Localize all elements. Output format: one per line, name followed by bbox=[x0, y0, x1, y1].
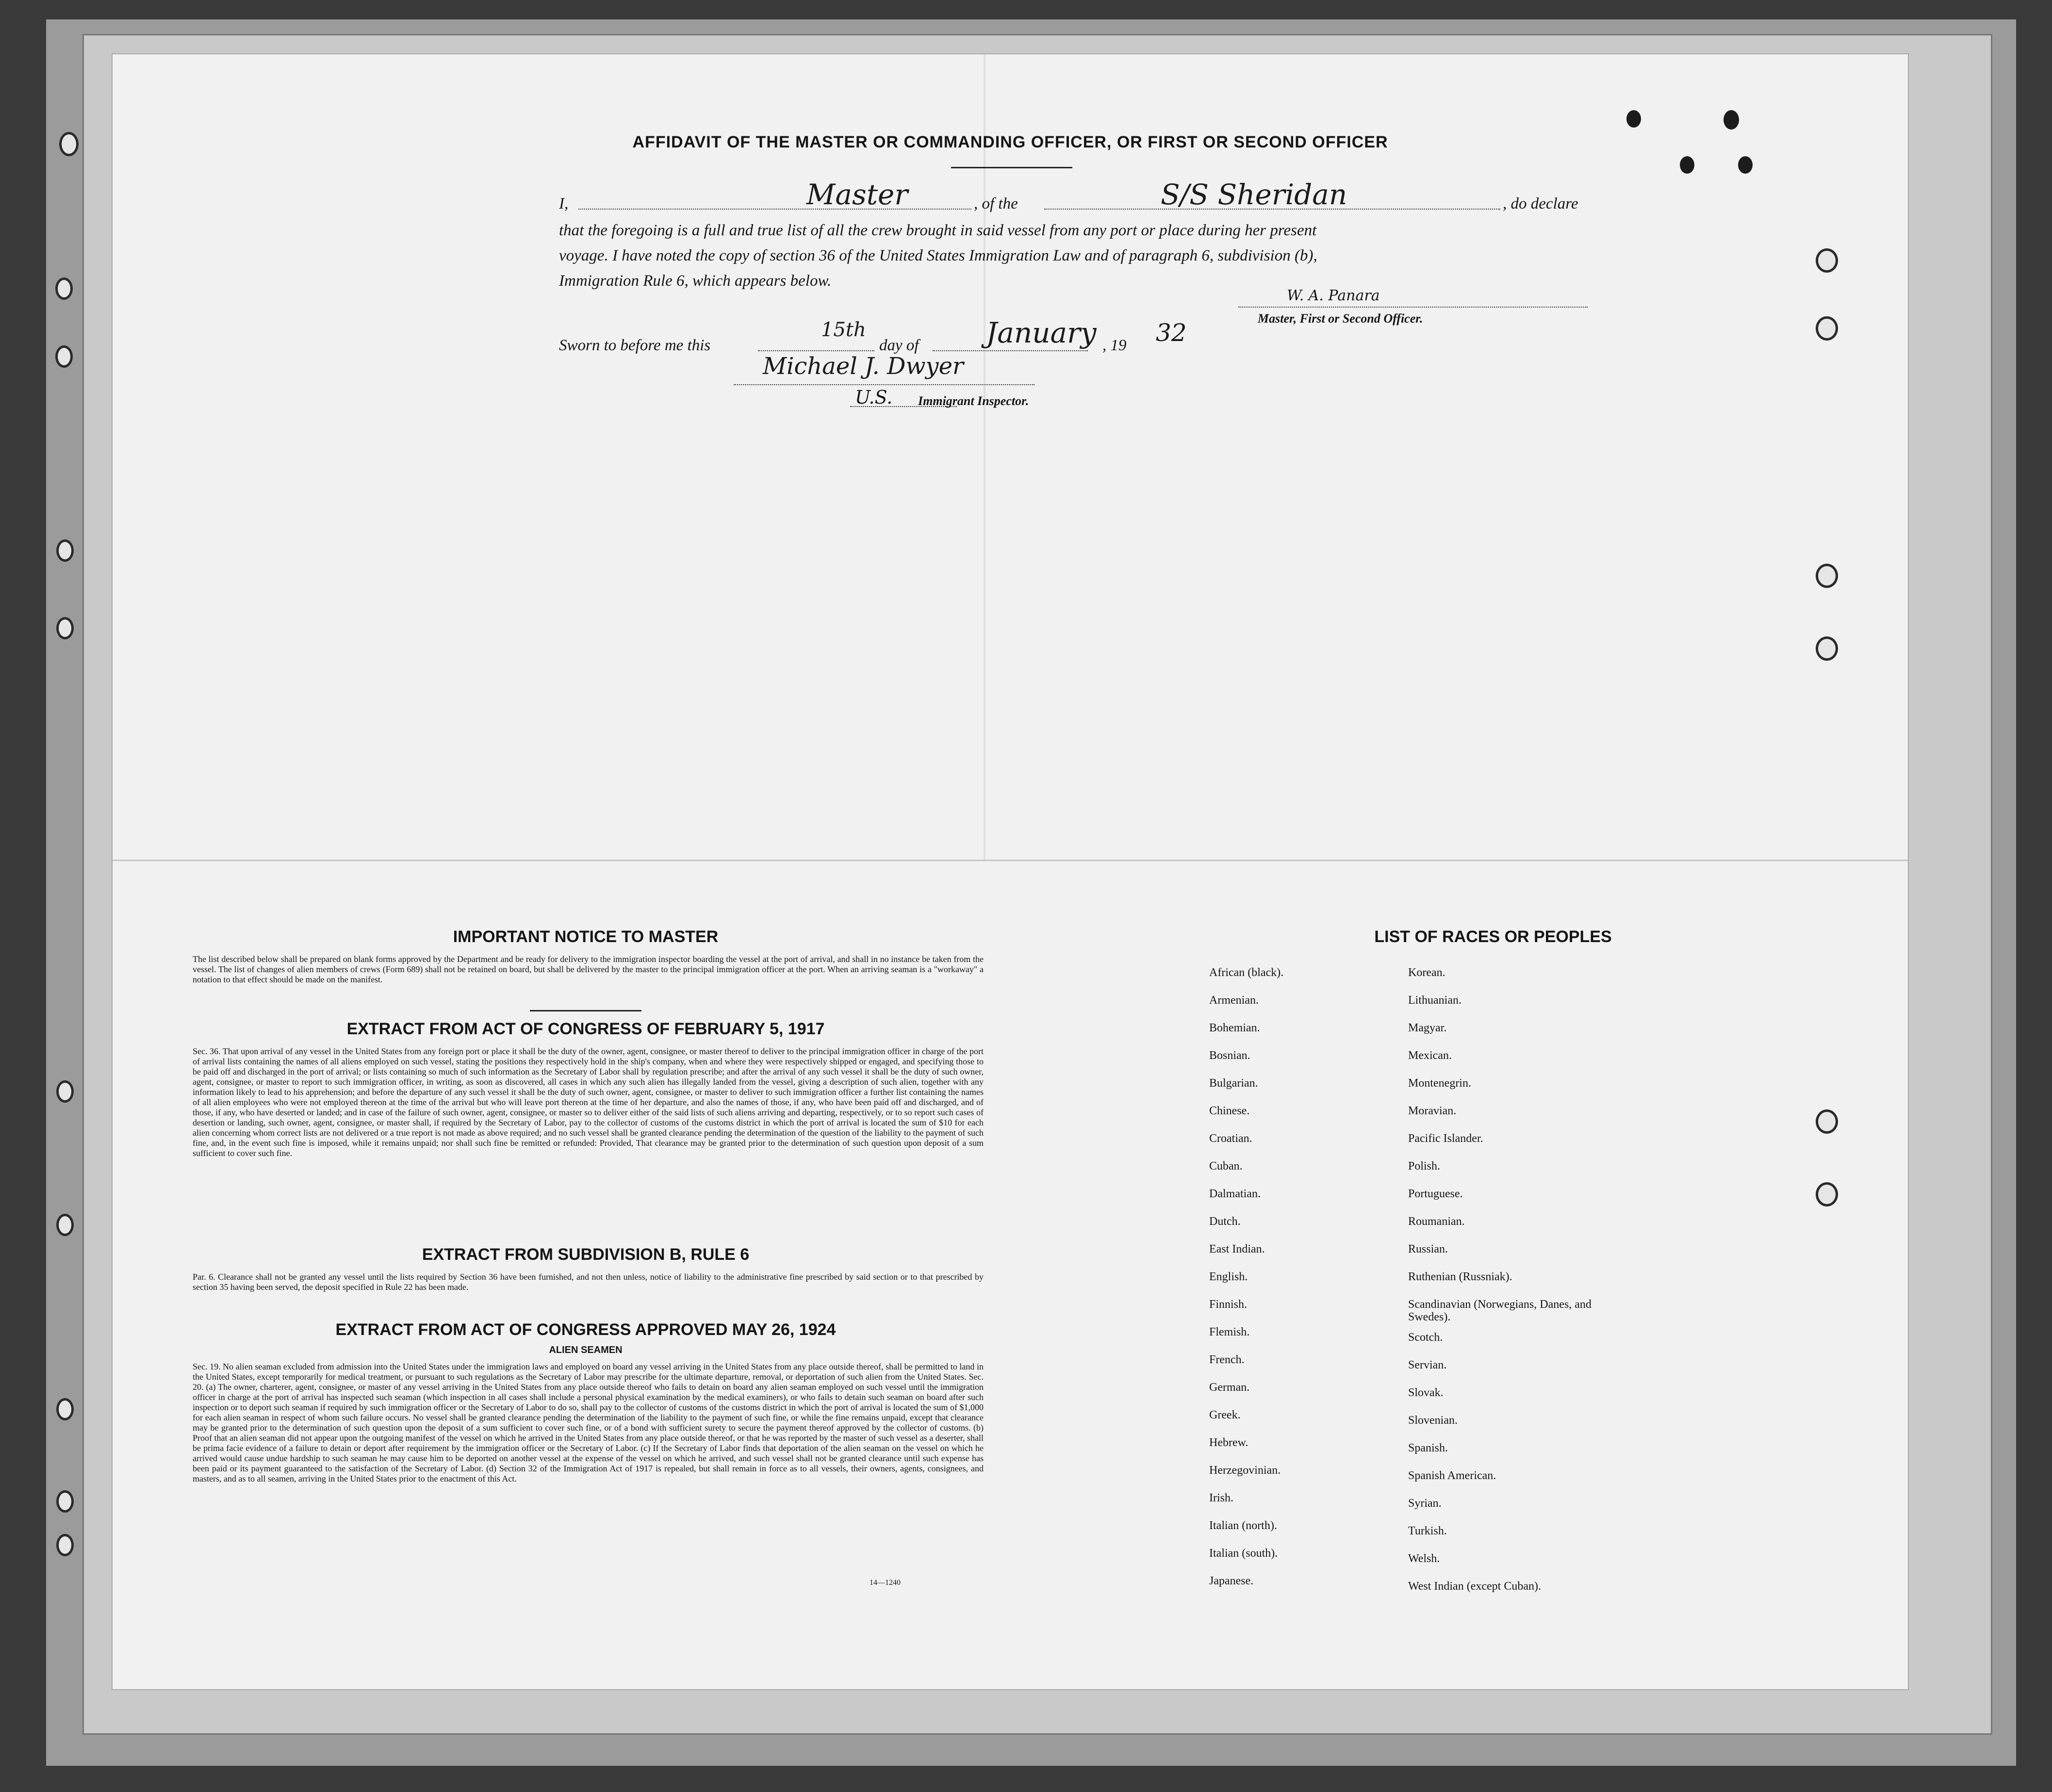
binder-hole-icon bbox=[56, 1490, 74, 1513]
sworn-month-blank bbox=[933, 350, 1088, 351]
extract-1924-title: EXTRACT FROM ACT OF CONGRESS APPROVED MAY 26, 1924 bbox=[335, 1320, 836, 1339]
manifest-page bbox=[112, 53, 1909, 1690]
sworn-mid: day of bbox=[879, 337, 919, 354]
race-item: Cuban. bbox=[1209, 1160, 1243, 1173]
inspector-signature-line bbox=[734, 384, 1034, 385]
race-item: Flemish. bbox=[1209, 1326, 1250, 1338]
officer-label: Master, First or Second Officer. bbox=[1258, 311, 1423, 326]
binder-hole-icon bbox=[1816, 1109, 1838, 1134]
title-rule bbox=[951, 167, 1072, 168]
race-item: Welsh. bbox=[1408, 1552, 1440, 1565]
declaration-prefix: I, bbox=[559, 195, 569, 212]
sworn-prefix: Sworn to before me this bbox=[559, 337, 711, 354]
binder-hole-icon bbox=[1816, 1182, 1838, 1206]
notice-title: IMPORTANT NOTICE TO MASTER bbox=[453, 928, 719, 946]
race-item: Pacific Islander. bbox=[1408, 1132, 1483, 1145]
race-item: Magyar. bbox=[1408, 1022, 1447, 1034]
race-item: Herzegovinian. bbox=[1209, 1464, 1281, 1477]
race-item: German. bbox=[1209, 1381, 1250, 1394]
race-item: Italian (south). bbox=[1209, 1547, 1278, 1560]
binder-hole-icon bbox=[56, 1534, 74, 1556]
declaration-suffix: , do declare bbox=[1503, 195, 1578, 212]
race-item: Lithuanian. bbox=[1408, 994, 1461, 1007]
sworn-day-handwritten: 15th bbox=[821, 319, 866, 341]
declaration-line-3: voyage. I have noted the copy of section 36 of the United States Immigration Law and of paragraph 6, subdivision (b), bbox=[559, 247, 1317, 264]
extract-1924-body: Sec. 19. No alien seaman excluded from admission into the United States under the immigration laws and employed on board any vessel arriving in the United States from any place outside thereof, shall be permitted to land in the United States, except temporarily for medical treatment, or pursuant to such regulations as the Secretary of Labor may prescribe for the ultimate departure, removal, or deportation of such alien from the United States. Sec. 20. (a) The owner, charterer, agent, consignee, or master of any vessel arriving in the United States from any place outside thereof who fails to detain on board any alien seaman employed on such vessel until the immigration officer in charge at the port of arrival has inspected such seaman (which inspection in all cases shall include a personal physical examination by the medical examiners), or who fails to detain such seaman on board after such inspection or to deport such seaman if required by such immigration officer or the Secretary of Labor to do so, shall pay to the collector of customs of the customs district in which the port of arrival is located the sum of $1,000 for each alien seaman in respect of whom such failure occurs. No vessel shall be granted clearance pending the determination of the liability to the payment of such fine, or while the fine remains unpaid, except that clearance may be granted prior to the determination of such question upon the deposit of a sum sufficient to cover such fine, or of a bond with sufficient surety to secure the payment thereof approved by the collector of customs. (b) Proof that an alien seaman did not appear upon the outgoing manifest of the vessel on which he arrived in the United States from any place outside thereof, or that he was reported by the master of such vessel as a deserter, shall be prima facie evidence of a failure to detain or deport after requirement by the immigration officer or the Secretary of Labor. (c) If the Secretary of Labor finds that deportation of the alien seaman on the vessel on which he arrived would cause undue hardship to such seaman he may cause him to be deported on another vessel at the expense of the vessel on which he arrived, and such vessel shall not be granted clearance until such expense has been paid or its payment guaranteed to the satisfaction of the Secretary of Labor. (d) Section 32 of the Immigration Act of 1917 is repealed, but shall remain in force as to all vessels, their owners, agents, consignees, and masters, and as to all seamen, arriving in the United States prior to the enactment of this Act. bbox=[193, 1362, 984, 1483]
race-item: Greek. bbox=[1209, 1409, 1241, 1421]
sworn-month-handwritten: January bbox=[986, 316, 1097, 349]
race-item: Korean. bbox=[1408, 966, 1445, 979]
race-item: Bulgarian. bbox=[1209, 1077, 1258, 1090]
race-item: Polish. bbox=[1408, 1160, 1441, 1173]
race-item: Hebrew. bbox=[1209, 1436, 1248, 1449]
binder-hole-icon bbox=[56, 617, 74, 639]
extract-1917-body: Sec. 36. That upon arrival of any vessel in the United States from any foreign port or place it shall be the duty of the owner, agent, consignee, or master thereof to deliver to the principal immigration officer in charge of the port of arrival lists containing the names of all aliens employed on such vessel, stating the positions they respectively hold in the ship's company, when and where they were respectively shipped or engaged, and specifying those to be paid off and discharged in the port of arrival; or lists containing so much of such information as the Secretary of Labor shall by regulation prescribe; and after the arrival of any such vessel it shall be the duty of such owner, agent, consignee, or master to report to such immigration officer, in writing, as soon as discovered, all cases in which any such alien has illegally landed from the vessel, giving a description of such alien, together with any information likely to lead to his apprehension; and before the departure of any such vessel it shall be the duty of such owner, agent, consignee, or master to deliver to such immigration officer a further list containing the names of all alien employees who were not employed thereon at the time of the arrival but who will leave port thereon at the time of her departure, and also the names of those, if any, who have been paid off and discharged, and of those, if any, who have deserted or landed; and in case of the failure of such owner, agent, consignee, or master so to deliver either of the said lists of such aliens arriving and departing, respectively, or to so report such cases of desertion or landing, such owner, agent, consignee, or master shall, if required by the Secretary of Labor, pay to the collector of customs of the customs district in which the port of arrival is located the sum of $10 for each alien concerning whom correct lists are not delivered or a true report is not made as above required; and no such vessel shall be granted clearance pending the determination of the question of the liability to the payment of such fine, and, in the event such fine is imposed, while it remains unpaid; nor shall such fine be remitted or refunded: Provided, That clearance may be granted prior to the determination of such question upon deposit of a sum sufficient to cover such fine. bbox=[193, 1046, 984, 1158]
race-item: English. bbox=[1209, 1271, 1248, 1283]
race-item: French. bbox=[1209, 1353, 1245, 1366]
binder-hole-icon bbox=[56, 1214, 74, 1236]
form-number: 14—1240 bbox=[870, 1579, 901, 1587]
declaration-line-4: Immigration Rule 6, which appears below. bbox=[559, 272, 832, 290]
affidavit-title: AFFIDAVIT OF THE MASTER OR COMMANDING OFFICER, OR FIRST OR SECOND OFFICER bbox=[632, 133, 1388, 151]
master-name-blank bbox=[578, 209, 971, 210]
race-item: Roumanian. bbox=[1408, 1215, 1465, 1228]
punch-hole-icon bbox=[1724, 110, 1739, 130]
race-item: Slovak. bbox=[1408, 1386, 1444, 1399]
race-item: Montenegrin. bbox=[1408, 1077, 1471, 1090]
punch-hole-icon bbox=[1626, 110, 1641, 128]
binder-hole-icon bbox=[1816, 636, 1838, 661]
race-item: Syrian. bbox=[1408, 1497, 1442, 1510]
inspector-initials: U.S. bbox=[855, 387, 893, 408]
race-item: Bohemian. bbox=[1209, 1022, 1260, 1034]
fold-crease-vertical bbox=[984, 54, 985, 860]
declaration-mid: , of the bbox=[974, 195, 1018, 212]
sworn-year-prefix: , 19 bbox=[1102, 337, 1127, 354]
race-item: Chinese. bbox=[1209, 1105, 1250, 1117]
sworn-year-handwritten: 32 bbox=[1156, 319, 1187, 347]
race-item: Finnish. bbox=[1209, 1298, 1248, 1311]
race-item: Spanish. bbox=[1408, 1442, 1448, 1454]
subdivision-body: Par. 6. Clearance shall not be granted any vessel until the lists required by Section 36 have been furnished, and not then unless, notice of liability to the administrative fine prescribed by said section or to that prescribed by section 35 having been served, the deposit specified in Rule 22 has been made. bbox=[193, 1272, 984, 1292]
race-item: Bosnian. bbox=[1209, 1049, 1250, 1062]
race-item: Russian. bbox=[1408, 1243, 1448, 1255]
punch-hole-icon bbox=[1738, 156, 1753, 174]
binder-hole-icon bbox=[59, 132, 79, 156]
race-item: Portuguese. bbox=[1408, 1188, 1463, 1200]
race-item: Mexican. bbox=[1408, 1049, 1452, 1062]
officer-signature-line bbox=[1238, 307, 1588, 308]
race-item: West Indian (except Cuban). bbox=[1408, 1580, 1541, 1593]
subdivision-title: EXTRACT FROM SUBDIVISION B, RULE 6 bbox=[422, 1245, 750, 1264]
binder-hole-icon bbox=[56, 1398, 74, 1420]
race-item: Dalmatian. bbox=[1209, 1188, 1261, 1200]
officer-signature: W. A. Panara bbox=[1287, 287, 1380, 304]
race-item: Servian. bbox=[1408, 1359, 1447, 1371]
sworn-day-blank bbox=[758, 350, 874, 351]
race-item: Moravian. bbox=[1408, 1105, 1457, 1117]
declaration-line-1 bbox=[559, 195, 568, 213]
race-item: Spanish American. bbox=[1408, 1469, 1496, 1482]
race-item: Croatian. bbox=[1209, 1132, 1252, 1145]
extract-1924-subtitle: ALIEN SEAMEN bbox=[549, 1345, 623, 1355]
race-item: Ruthenian (Russniak). bbox=[1408, 1271, 1512, 1283]
race-item: African (black). bbox=[1209, 966, 1284, 979]
punch-hole-icon bbox=[1680, 156, 1694, 174]
race-item: Irish. bbox=[1209, 1492, 1233, 1504]
races-title: LIST OF RACES OR PEOPLES bbox=[1374, 928, 1612, 946]
inspector-label: Immigrant Inspector. bbox=[918, 394, 1029, 408]
race-item: Turkish. bbox=[1408, 1525, 1447, 1537]
master-name-handwritten: Master bbox=[806, 178, 908, 211]
binder-hole-icon bbox=[1816, 316, 1838, 341]
binder-hole-icon bbox=[56, 539, 74, 562]
binder-hole-icon bbox=[1816, 564, 1838, 588]
extract-1917-title: EXTRACT FROM ACT OF CONGRESS OF FEBRUARY 5, 1917 bbox=[346, 1020, 825, 1038]
race-item: Dutch. bbox=[1209, 1215, 1241, 1228]
race-item: Italian (north). bbox=[1209, 1519, 1277, 1532]
section-rule bbox=[530, 1010, 641, 1011]
binder-hole-icon bbox=[56, 1080, 74, 1103]
fold-crease-horizontal bbox=[113, 860, 1908, 861]
notice-body: The list described below shall be prepared on blank forms approved by the Department and be ready for delivery to the immigration inspector boarding the vessel at the port of arrival, and shall in no instance be taken from the vessel. The list of changes of alien members of crews (Form 689) shall not be retained on board, but shall be delivered by the master to the principal immigration officer at the port. When an arriving seaman is a "workaway" a notation to that effect should be made on the manifest. bbox=[193, 954, 984, 984]
vessel-name-handwritten: S/S Sheridan bbox=[1161, 178, 1347, 211]
race-item: Scandinavian (Norwegians, Danes, and Swedes). bbox=[1408, 1298, 1592, 1323]
declaration-line-2: that the foregoing is a full and true list of all the crew brought in said vessel from any port or place during her present bbox=[559, 222, 1317, 239]
race-item: Japanese. bbox=[1209, 1575, 1254, 1587]
binder-hole-icon bbox=[55, 277, 73, 300]
inspector-signature: Michael J. Dwyer bbox=[763, 353, 964, 380]
race-item: Scotch. bbox=[1408, 1331, 1443, 1344]
binder-hole-icon bbox=[1816, 248, 1838, 273]
race-item: Armenian. bbox=[1209, 994, 1259, 1007]
binder-hole-icon bbox=[55, 345, 73, 368]
race-item: East Indian. bbox=[1209, 1243, 1265, 1255]
race-item: Slovenian. bbox=[1408, 1414, 1458, 1427]
